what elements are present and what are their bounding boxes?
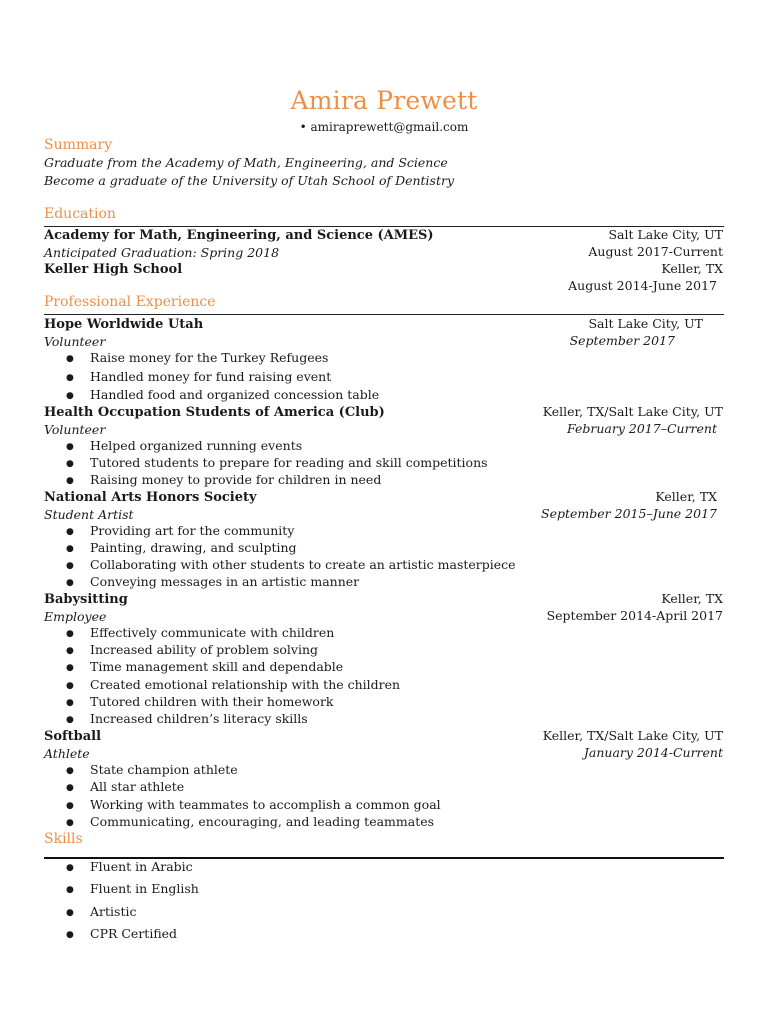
experience-location: Keller, TX	[655, 489, 717, 504]
experience-location: Keller, TX/Salt Lake City, UT	[542, 404, 723, 419]
experience-location: Salt Lake City, UT	[588, 316, 703, 331]
section-heading-experience: Professional Experience	[44, 294, 216, 310]
education-location: Salt Lake City, UT	[608, 227, 723, 242]
education-school: Keller High School	[44, 262, 183, 277]
section-heading-education: Education	[44, 206, 116, 222]
list-item: ● State champion athlete	[66, 762, 238, 777]
list-item: ● Providing art for the community	[66, 523, 295, 538]
list-item: ● Tutored students to prepare for reading and skill competitions	[66, 455, 488, 470]
contact-email[interactable]: • amiraprewett@gmail.com	[299, 120, 469, 134]
resume-name: Amira Prewett	[290, 86, 478, 115]
experience-org: Babysitting	[44, 592, 128, 607]
list-item: ● Effectively communicate with children	[66, 625, 335, 640]
experience-org: Health Occupation Students of America (Club)	[44, 405, 385, 420]
list-item: ● All star athlete	[66, 779, 185, 794]
experience-org: Softball	[44, 729, 102, 744]
experience-dates: January 2014-Current	[583, 745, 723, 760]
experience-dates: September 2014-April 2017	[546, 608, 723, 623]
education-school: Academy for Math, Engineering, and Science (AMES)	[44, 228, 434, 243]
list-item: ● Collaborating with other students to create an artistic masterpiece	[66, 557, 516, 572]
education-dates: August 2017-Current	[588, 244, 723, 259]
list-item: ● Fluent in English	[66, 881, 199, 896]
experience-dates: February 2017–Current	[567, 421, 717, 436]
experience-location: Keller, TX/Salt Lake City, UT	[542, 728, 723, 743]
list-item: ● Increased ability of problem solving	[66, 642, 319, 657]
experience-role: Athlete	[44, 746, 90, 761]
section-heading-skills: Skills	[44, 831, 83, 847]
experience-dates: September 2017	[569, 333, 675, 348]
list-item: ● Communicating, encouraging, and leading teammates	[66, 814, 435, 829]
list-item: ● Tutored children with their homework	[66, 694, 334, 709]
summary-line: Become a graduate of the University of Utah School of Dentistry	[44, 173, 455, 188]
list-item: ● Artistic	[66, 904, 137, 919]
list-item: ● Fluent in Arabic	[66, 859, 193, 874]
experience-role: Volunteer	[44, 334, 106, 349]
experience-dates: September 2015–June 2017	[541, 506, 717, 521]
list-item: ● Conveying messages in an artistic manner	[66, 574, 360, 589]
section-divider	[44, 314, 724, 315]
list-item: ● Created emotional relationship with the children	[66, 677, 401, 692]
list-item: ● CPR Certified	[66, 926, 178, 941]
education-detail: Anticipated Graduation: Spring 2018	[44, 245, 280, 260]
experience-role: Student Artist	[44, 507, 134, 522]
list-item: ● Working with teammates to accomplish a common goal	[66, 797, 441, 812]
experience-org: National Arts Honors Society	[44, 490, 257, 505]
list-item: ● Raising money to provide for children in need	[66, 472, 382, 487]
list-item: ● Increased children’s literacy skills	[66, 711, 308, 726]
list-item: ● Handled money for fund raising event	[66, 369, 332, 384]
list-item: ● Raise money for the Turkey Refugees	[66, 350, 329, 365]
section-heading-summary: Summary	[44, 137, 113, 153]
education-dates: August 2014-June 2017	[568, 278, 717, 293]
list-item: ● Helped organized running events	[66, 438, 303, 453]
list-item: ● Time management skill and dependable	[66, 659, 344, 674]
experience-role: Employee	[44, 609, 107, 624]
experience-role: Volunteer	[44, 422, 106, 437]
list-item: ● Handled food and organized concession table	[66, 387, 380, 402]
experience-location: Keller, TX	[661, 591, 723, 606]
education-location: Keller, TX	[661, 261, 723, 276]
experience-org: Hope Worldwide Utah	[44, 317, 204, 332]
list-item: ● Painting, drawing, and sculpting	[66, 540, 297, 555]
summary-line: Graduate from the Academy of Math, Engineering, and Science	[44, 155, 448, 170]
